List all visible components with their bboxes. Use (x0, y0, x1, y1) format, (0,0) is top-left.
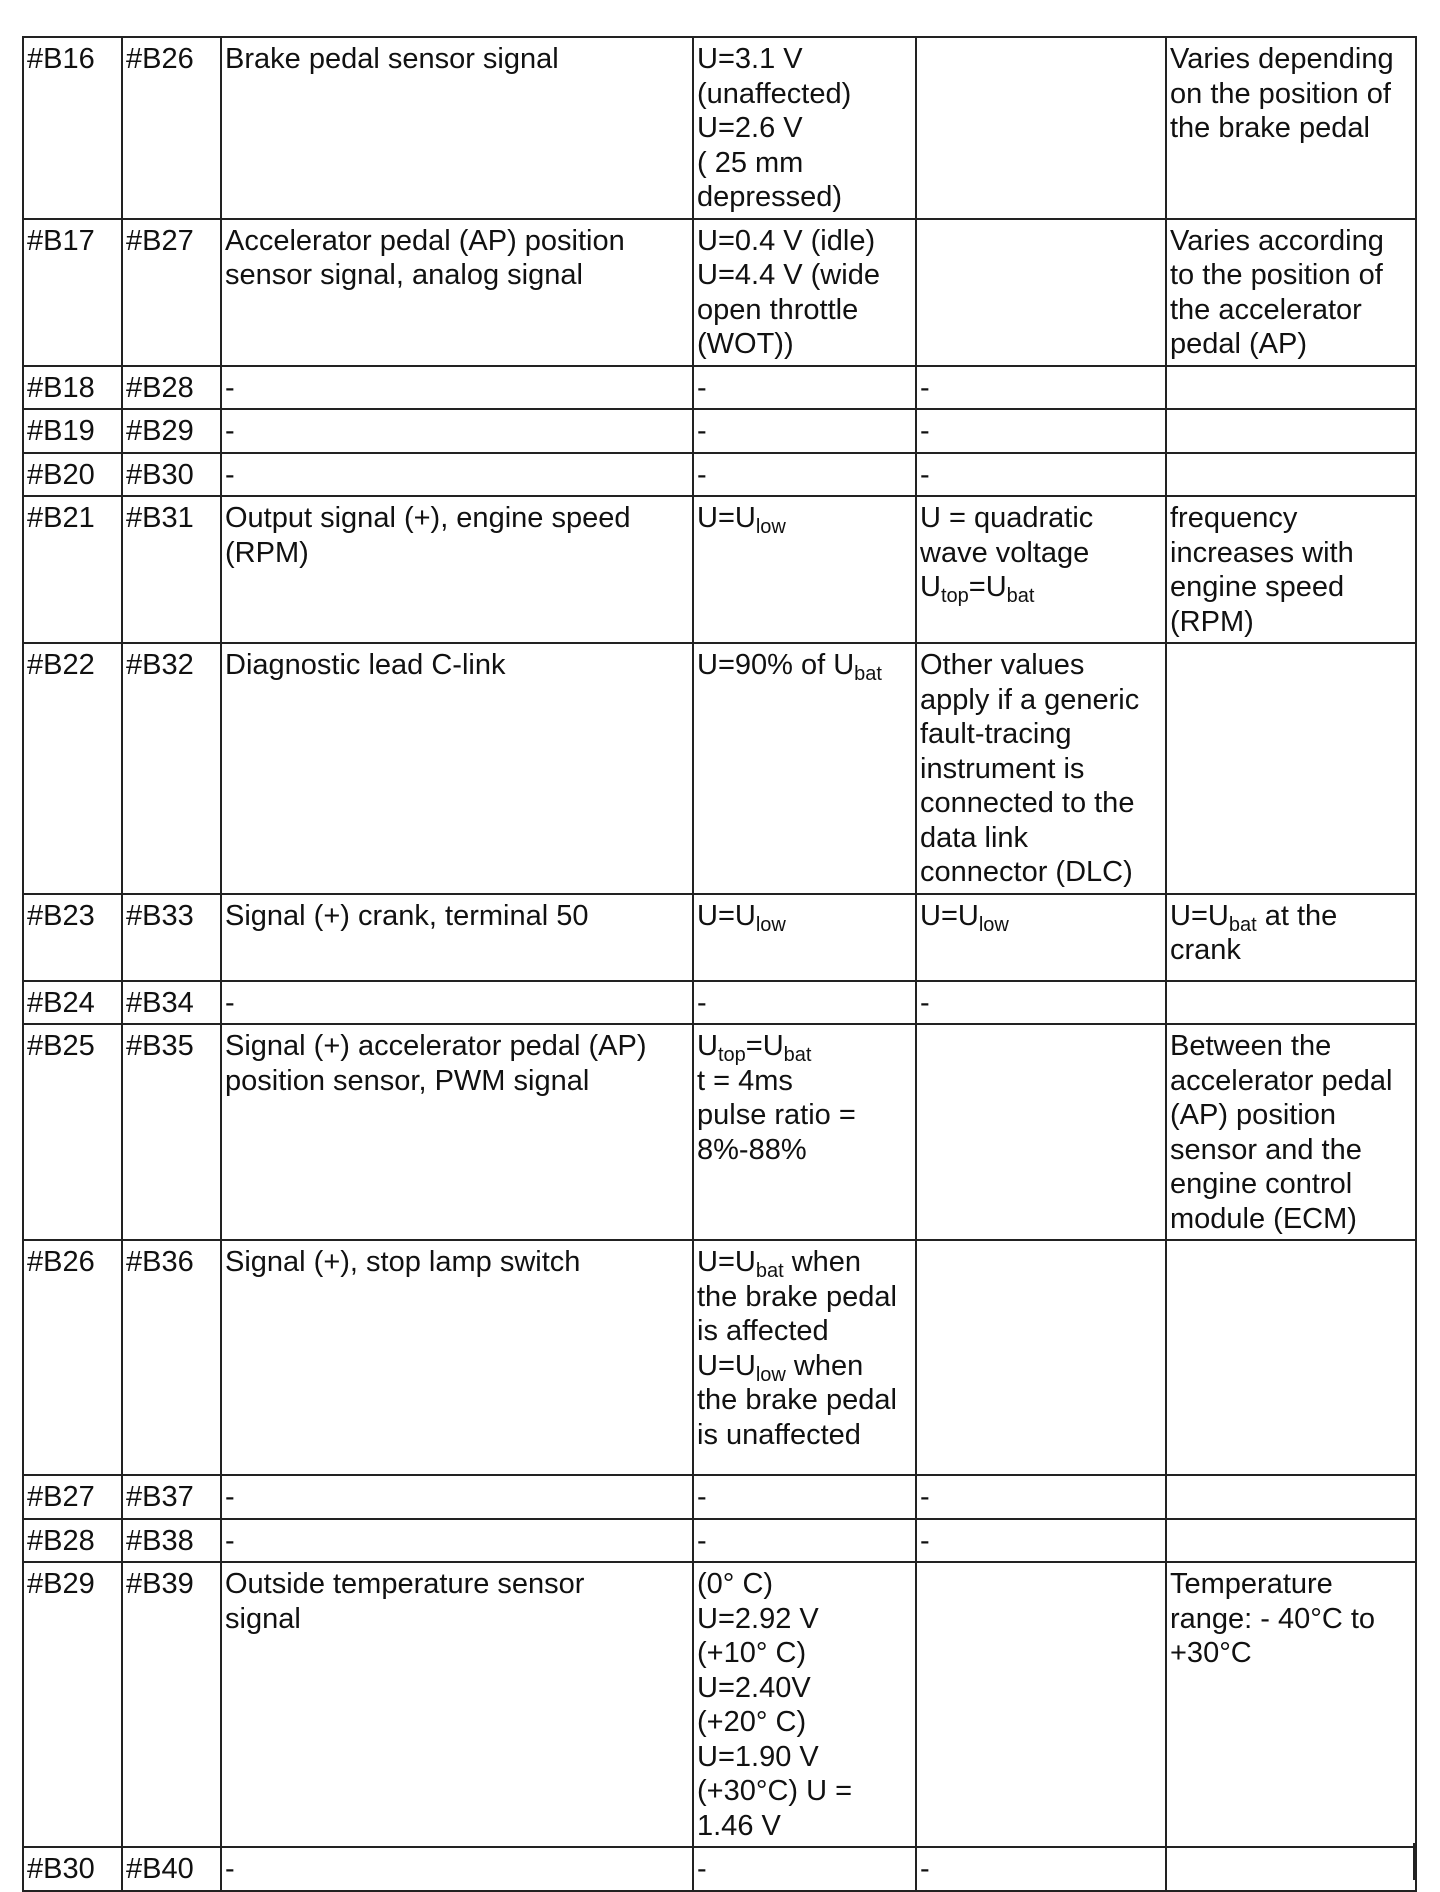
description-cell (221, 1562, 693, 1847)
cell-line: engine speed (1170, 571, 1345, 603)
cell-line: increases with (1170, 536, 1354, 569)
cell-line: is affected (697, 1315, 829, 1347)
alt-pin-cell: #B38 (122, 1519, 221, 1563)
cell-line: ( 25 mm (697, 146, 804, 179)
alt-pin-cell: #B26 (122, 37, 221, 219)
cell-line: $U=U_{low}$ (697, 502, 786, 538)
cell-line: $U_{top}=U_{bat}$ (697, 1030, 812, 1066)
cell-line: the brake pedal (1170, 112, 1370, 144)
cell-line: engine control (1170, 1168, 1353, 1200)
cell-line: - (225, 1853, 235, 1885)
pin-cell: #B23 (23, 894, 122, 981)
signal-cell (916, 1519, 1166, 1563)
cell-line: - (920, 458, 930, 491)
cell-line: the accelerator (1170, 293, 1362, 326)
cell-line: on the position of (1170, 77, 1391, 110)
pin-cell: #B17 (23, 219, 122, 366)
cell-line: U=4.4 V (wide (697, 259, 880, 291)
description-cell (221, 219, 693, 366)
table-continuation-edge (1413, 1843, 1415, 1880)
cell-line: - (225, 1481, 235, 1513)
cell-line: 8%-88% (697, 1133, 807, 1166)
table-row (23, 409, 1416, 453)
cell-line: sensor and the (1170, 1133, 1362, 1166)
alt-pin-cell: #B34 (122, 981, 221, 1025)
signal-cell (916, 1240, 1166, 1475)
cell-line: - (225, 415, 235, 447)
cell-line: - (697, 986, 707, 1019)
value-cell (693, 409, 916, 453)
value-cell (693, 453, 916, 497)
signal-cell (916, 981, 1166, 1025)
value-cell (693, 1240, 916, 1475)
table-row (23, 1562, 1416, 1847)
cell-line: the brake pedal (697, 1280, 897, 1313)
cell-line: - (920, 986, 930, 1019)
cell-line: Signal (+) crank, terminal 50 (225, 899, 589, 932)
description-cell (221, 1240, 693, 1475)
description-cell (221, 643, 693, 894)
remark-cell (1166, 1519, 1416, 1563)
alt-pin-cell: #B33 (122, 894, 221, 981)
value-cell (693, 1024, 916, 1240)
cell-line: range: - 40°C to (1170, 1602, 1376, 1635)
cell-line: Varies according (1170, 224, 1384, 257)
cell-line: $U=U_{bat}$ when (697, 1246, 862, 1282)
table-continuation-edge (22, 1843, 24, 1880)
table-row (23, 1475, 1416, 1519)
signal-cell (916, 409, 1166, 453)
value-cell (693, 1519, 916, 1563)
cell-line: pedal (AP) (1170, 328, 1308, 360)
table-row (23, 219, 1416, 366)
cell-line: - (697, 458, 707, 491)
value-cell (693, 366, 916, 410)
cell-line: (0° C) (697, 1568, 774, 1600)
table-row (23, 1024, 1416, 1240)
remark-cell (1166, 409, 1416, 453)
remark-cell (1166, 981, 1416, 1025)
alt-pin-cell: #B27 (122, 219, 221, 366)
remark-cell (1166, 496, 1416, 643)
value-cell (693, 1475, 916, 1519)
alt-pin-cell: #B36 (122, 1240, 221, 1475)
alt-pin-cell: #B28 (122, 366, 221, 410)
cell-line: module (ECM) (1170, 1202, 1357, 1235)
signal-cell (916, 37, 1166, 219)
cell-line: - (697, 1481, 707, 1513)
pin-cell: #B27 (23, 1475, 122, 1519)
cell-line: signal (225, 1602, 301, 1635)
cell-line: (+20° C) (697, 1706, 807, 1738)
cell-line: position sensor, PWM signal (225, 1064, 590, 1097)
alt-pin-cell: #B37 (122, 1475, 221, 1519)
cell-line: $U=U_{low}$ (697, 899, 786, 936)
cell-line: apply if a generic (920, 683, 1140, 716)
table-row (23, 37, 1416, 219)
remark-cell (1166, 453, 1416, 497)
signal-cell (916, 219, 1166, 366)
table-row (23, 894, 1416, 981)
description-cell (221, 453, 693, 497)
remark-cell (1166, 1562, 1416, 1847)
remark-cell (1166, 1024, 1416, 1240)
cell-line: U=0.4 V (idle) (697, 224, 876, 257)
cell-line: frequency (1170, 502, 1298, 534)
cell-line: Brake pedal sensor signal (225, 43, 559, 75)
cell-line: - (225, 986, 235, 1019)
remark-cell (1166, 366, 1416, 410)
cell-line: Accelerator pedal (AP) position (225, 224, 625, 257)
remark-cell (1166, 1240, 1416, 1475)
remark-cell (1166, 643, 1416, 894)
cell-line: 1.46 V (697, 1809, 781, 1842)
value-cell (693, 894, 916, 981)
cell-line: - (225, 1524, 235, 1557)
value-cell (693, 643, 916, 894)
table-row (23, 981, 1416, 1025)
signal-cell (916, 894, 1166, 981)
cell-line: connected to the (920, 787, 1135, 819)
signal-cell (916, 1024, 1166, 1240)
pin-cell: #B29 (23, 1562, 122, 1847)
description-cell (221, 1024, 693, 1240)
table-row (23, 453, 1416, 497)
pin-cell: #B28 (23, 1519, 122, 1563)
alt-pin-cell: #B39 (122, 1562, 221, 1847)
alt-pin-cell: #B35 (122, 1024, 221, 1240)
cell-line: U=2.6 V (697, 112, 803, 144)
pin-cell: #B19 (23, 409, 122, 453)
cell-line: depressed) (697, 181, 843, 213)
cell-line: (RPM) (225, 536, 309, 569)
cell-line: $U=U_{low}$ (920, 899, 1009, 936)
cell-line: is unaffected (697, 1418, 861, 1451)
cell-line: - (225, 458, 235, 491)
table-row (23, 643, 1416, 894)
cell-line: $U_{top}=U_{bat}$ (920, 571, 1035, 607)
cell-line: U=1.90 V (697, 1740, 819, 1773)
cell-line: accelerator pedal (1170, 1064, 1393, 1097)
value-cell (693, 37, 916, 219)
table-continuation-edge (121, 1843, 123, 1880)
cell-line: (WOT)) (697, 328, 794, 360)
cell-line: U = quadratic (920, 502, 1094, 534)
remark-cell (1166, 1475, 1416, 1519)
description-cell (221, 37, 693, 219)
cell-line: connector (DLC) (920, 856, 1133, 888)
value-cell (693, 496, 916, 643)
cell-line: - (697, 1524, 707, 1557)
cell-line: $U=U_{bat}$ at the (1170, 899, 1338, 936)
pin-table (22, 36, 1417, 1892)
alt-pin-cell: #B30 (122, 453, 221, 497)
alt-pin-cell: #B40 (122, 1847, 221, 1891)
cell-line: - (920, 1481, 930, 1513)
cell-line: (RPM) (1170, 605, 1254, 638)
description-cell (221, 409, 693, 453)
signal-cell (916, 366, 1166, 410)
pin-cell: #B21 (23, 496, 122, 643)
table-continuation-edge (220, 1843, 222, 1880)
cell-line: +30°C (1170, 1637, 1252, 1669)
pin-cell: #B26 (23, 1240, 122, 1475)
cell-line: Between the (1170, 1030, 1332, 1062)
cell-line: sensor signal, analog signal (225, 259, 583, 291)
signal-cell (916, 453, 1166, 497)
cell-line: - (697, 371, 707, 404)
pin-cell: #B18 (23, 366, 122, 410)
cell-line: (+10° C) (697, 1637, 807, 1669)
table-row (23, 496, 1416, 643)
pin-table-body (23, 37, 1416, 1891)
cell-line: - (920, 1524, 930, 1557)
cell-line: - (697, 1853, 707, 1885)
cell-line: Output signal (+), engine speed (225, 502, 631, 534)
pin-cell: #B25 (23, 1024, 122, 1240)
table-row (23, 1240, 1416, 1475)
cell-line: Signal (+) accelerator pedal (AP) (225, 1030, 647, 1062)
cell-line: open throttle (697, 293, 859, 326)
table-row (23, 366, 1416, 410)
value-cell (693, 1847, 916, 1891)
cell-line: U=3.1 V (697, 43, 803, 75)
signal-cell (916, 643, 1166, 894)
cell-line: to the position of (1170, 259, 1383, 291)
cell-line: Varies depending (1170, 43, 1394, 75)
alt-pin-cell: #B29 (122, 409, 221, 453)
signal-cell (916, 1475, 1166, 1519)
description-cell (221, 1847, 693, 1891)
cell-line: t = 4ms (697, 1064, 793, 1097)
alt-pin-cell: #B32 (122, 643, 221, 894)
pin-cell: #B16 (23, 37, 122, 219)
cell-line: - (225, 371, 235, 404)
remark-cell (1166, 894, 1416, 981)
cell-line: Outside temperature sensor (225, 1568, 585, 1600)
cell-line: crank (1170, 934, 1241, 966)
cell-line: - (920, 371, 930, 404)
cell-line: U=90% of $U_{bat}$ (697, 649, 882, 685)
cell-line: $U=U_{low}$ when (697, 1349, 864, 1386)
cell-line: Signal (+), stop lamp switch (225, 1246, 581, 1278)
pin-cell: #B22 (23, 643, 122, 894)
cell-line: U=2.92 V (697, 1602, 819, 1635)
cell-line: pulse ratio = (697, 1099, 856, 1131)
cell-line: (+30°C) U = (697, 1775, 853, 1807)
cell-line: - (920, 1853, 930, 1885)
table-continuation-edge (1165, 1843, 1167, 1880)
alt-pin-cell: #B31 (122, 496, 221, 643)
cell-line: the brake pedal (697, 1384, 897, 1416)
pin-cell: #B20 (23, 453, 122, 497)
cell-line: fault-tracing (920, 718, 1072, 750)
remark-cell (1166, 37, 1416, 219)
description-cell (221, 894, 693, 981)
table-continuation-edge (915, 1843, 917, 1880)
signal-cell (916, 1847, 1166, 1891)
cell-line: wave voltage (920, 536, 1090, 569)
cell-line: Diagnostic lead C-link (225, 649, 506, 681)
cell-line: data link (920, 821, 1029, 854)
description-cell (221, 981, 693, 1025)
description-cell (221, 1519, 693, 1563)
remark-cell (1166, 1847, 1416, 1891)
value-cell (693, 219, 916, 366)
cell-line: (AP) position (1170, 1099, 1337, 1131)
cell-line: Other values (920, 649, 1085, 681)
description-cell (221, 1475, 693, 1519)
cell-line: (unaffected) (697, 77, 852, 110)
value-cell (693, 981, 916, 1025)
signal-cell (916, 1562, 1166, 1847)
cell-line: - (920, 415, 930, 447)
cell-line: Temperature (1170, 1568, 1333, 1600)
pin-cell: #B30 (23, 1847, 122, 1891)
description-cell (221, 366, 693, 410)
remark-cell (1166, 219, 1416, 366)
value-cell (693, 1562, 916, 1847)
signal-cell (916, 496, 1166, 643)
table-row (23, 1847, 1416, 1891)
cell-line: U=2.40V (697, 1671, 811, 1704)
table-row (23, 1519, 1416, 1563)
description-cell (221, 496, 693, 643)
pin-cell: #B24 (23, 981, 122, 1025)
table-continuation-edge (692, 1843, 694, 1880)
cell-line: instrument is (920, 752, 1085, 785)
cell-line: - (697, 415, 707, 447)
